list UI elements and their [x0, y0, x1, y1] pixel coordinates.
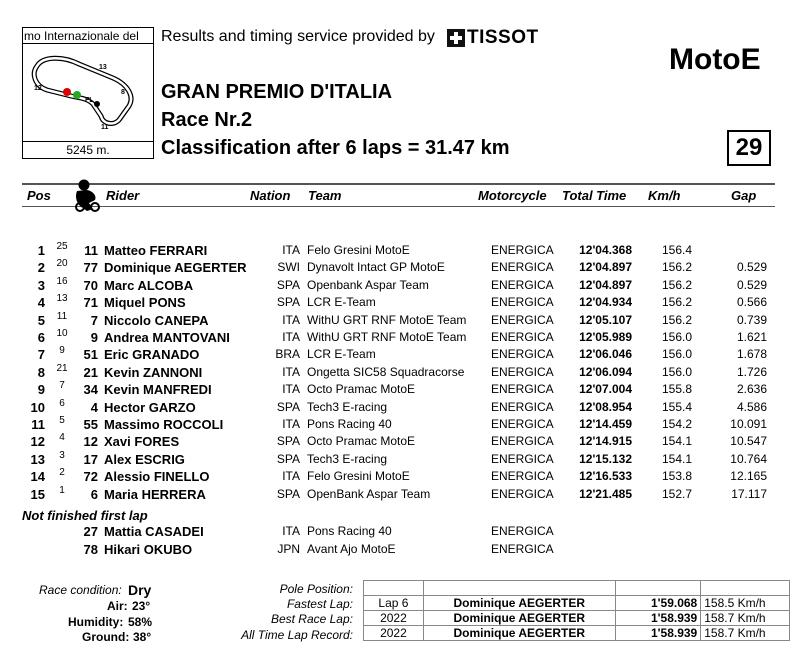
- all-time-record-row: [364, 626, 790, 641]
- circuit-length: 5245 m.: [22, 141, 154, 159]
- grid-position: 9: [59, 345, 65, 357]
- rider-number: 78: [83, 541, 98, 557]
- nation: SPA: [276, 434, 300, 449]
- nation: SPA: [276, 277, 300, 292]
- total-time: 12'08.954: [579, 399, 632, 414]
- best-race-lap-speed: 158.7 Km/h: [701, 611, 790, 626]
- nation: ITA: [282, 312, 300, 327]
- team-name: Pons Racing 40: [307, 417, 392, 431]
- nation: BRA: [275, 347, 300, 362]
- nation: ITA: [282, 524, 300, 538]
- team-name: WithU GRT RNF MotoE Team: [307, 330, 467, 344]
- map-finish-label: FL: [85, 97, 94, 104]
- rider-number: 27: [83, 524, 98, 539]
- track-layout-icon: [23, 44, 153, 141]
- nation: ITA: [282, 330, 300, 344]
- rider-name: Mattia CASADEI: [104, 524, 204, 539]
- total-time: 12'06.046: [579, 347, 632, 362]
- table-row: [0, 260, 790, 277]
- rider-name: Hector GARZO: [104, 399, 196, 415]
- rider-name: Alessio FINELLO: [104, 469, 210, 485]
- rider-name: Eric GRANADO: [104, 347, 200, 363]
- grid-position: 10: [56, 328, 68, 339]
- fastest-lap-ref: Lap 6: [364, 596, 424, 611]
- col-rider: Rider: [106, 188, 140, 203]
- nation: SWI: [277, 260, 300, 275]
- position: 9: [37, 382, 45, 398]
- col-kmh: Km/h: [648, 188, 681, 203]
- team-name: Felo Gresini MotoE: [307, 243, 410, 257]
- rider-name: Kevin MANFREDI: [104, 382, 212, 398]
- team-name: Avant Ajo MotoE: [307, 541, 396, 556]
- rider-number: 12: [83, 434, 98, 450]
- nation: JPN: [277, 541, 300, 556]
- table-row: [0, 382, 790, 399]
- average-speed: 154.2: [661, 417, 692, 431]
- ground-value: 38°: [133, 630, 152, 644]
- motorcycle: ENERGICA: [491, 382, 554, 397]
- average-speed: 155.4: [661, 399, 692, 414]
- position: 1: [37, 243, 45, 258]
- motorcycle: ENERGICA: [491, 451, 554, 466]
- rider-number: 55: [83, 417, 98, 432]
- total-time: 12'04.897: [579, 277, 632, 292]
- average-speed: 156.2: [661, 277, 692, 292]
- category-title: MotoE: [669, 43, 761, 76]
- position: 15: [30, 486, 45, 502]
- table-row: [0, 295, 790, 312]
- col-pos: Pos: [27, 188, 51, 203]
- header-divider: [22, 206, 775, 207]
- provider-text: Results and timing service provided by: [161, 28, 435, 45]
- fastest-lap-label: Fastest Lap:: [286, 597, 353, 611]
- total-time: 12'04.934: [579, 295, 632, 310]
- pole-position-label: Pole Position:: [279, 582, 353, 596]
- rider-number: 4: [90, 399, 98, 415]
- rider-name: Miquel PONS: [104, 295, 186, 311]
- motorcycle: ENERGICA: [491, 347, 554, 362]
- map-turn-label: 11: [101, 124, 109, 131]
- total-time: 12'15.132: [579, 451, 632, 466]
- grid-position: 11: [56, 310, 68, 322]
- nation: ITA: [282, 382, 300, 397]
- nation: SPA: [276, 295, 300, 310]
- best-race-lap-time: 1'58.939: [615, 611, 701, 626]
- page-number: 29: [727, 130, 771, 166]
- rider-name: Xavi FORES: [104, 434, 180, 450]
- position: 12: [30, 434, 45, 450]
- col-nation: Nation: [250, 188, 291, 203]
- map-turn-label: 13: [99, 64, 107, 71]
- event-title: GRAN PREMIO D'ITALIA: [161, 81, 393, 103]
- col-motorcycle: Motorcycle: [478, 188, 547, 203]
- rider-number: 7: [90, 312, 98, 328]
- average-speed: 156.2: [661, 295, 692, 310]
- rider-name: Marc ALCOBA: [104, 277, 194, 293]
- motorcycle: ENERGICA: [491, 243, 554, 257]
- table-row: [0, 524, 790, 541]
- table-row: [0, 484, 790, 504]
- rider-number: 9: [90, 330, 98, 345]
- air-label: Air:: [107, 599, 128, 613]
- motorcycle: ENERGICA: [491, 486, 554, 501]
- gap: 0.529: [736, 277, 767, 292]
- motorcycle: ENERGICA: [491, 417, 554, 431]
- gap: 1.678: [736, 347, 767, 362]
- grid-position: 13: [56, 293, 68, 305]
- grid-position: 4: [59, 432, 65, 444]
- average-speed: 155.8: [661, 382, 692, 397]
- nation: ITA: [282, 417, 300, 431]
- humidity-value: 58%: [128, 615, 153, 629]
- all-time-record-label: All Time Lap Record:: [241, 628, 353, 642]
- average-speed: 152.7: [661, 486, 692, 501]
- team-name: Ongetta SIC58 Squadracorse: [307, 364, 465, 379]
- motorcycle: ENERGICA: [491, 260, 554, 275]
- fastest-lap-speed: 158.5 Km/h: [701, 596, 790, 611]
- best-race-lap-ref: 2022: [364, 611, 424, 626]
- gap: 1.726: [736, 364, 767, 379]
- col-gap: Gap: [731, 188, 757, 203]
- team-name: Tech3 E-racing: [307, 399, 388, 414]
- average-speed: 156.2: [661, 312, 692, 327]
- grid-position: 3: [59, 449, 65, 461]
- table-row: [0, 347, 790, 364]
- fastest-lap-rider: Dominique AEGERTER: [423, 596, 615, 611]
- team-name: Tech3 E-racing: [307, 451, 388, 466]
- rider-number: 72: [83, 469, 98, 485]
- nation: SPA: [276, 451, 300, 466]
- gap: 10.547: [730, 434, 767, 449]
- position: 10: [30, 399, 45, 415]
- table-row: [0, 542, 790, 559]
- gap: 17.117: [731, 486, 767, 501]
- gap: 0.566: [736, 295, 767, 310]
- rider-number: 17: [83, 451, 98, 467]
- motorcycle: ENERGICA: [491, 330, 554, 344]
- total-time: 12'07.004: [579, 382, 632, 397]
- race-number: Race Nr.2: [161, 109, 253, 131]
- gap: 4.586: [736, 399, 767, 414]
- table-row: [0, 397, 790, 417]
- all-time-record-rider: Dominique AEGERTER: [423, 626, 615, 641]
- table-row: [0, 449, 790, 469]
- all-time-record-ref: 2022: [364, 626, 424, 641]
- average-speed: 156.0: [661, 347, 692, 362]
- team-name: Dynavolt Intact GP MotoE: [307, 260, 445, 275]
- total-time: 12'21.485: [579, 486, 632, 501]
- total-time: 12'04.897: [579, 260, 632, 275]
- fastest-lap-row: [364, 596, 790, 611]
- nation: SPA: [276, 399, 300, 414]
- motorcycle: ENERGICA: [491, 312, 554, 327]
- average-speed: 156.0: [661, 364, 692, 379]
- gap: 12.165: [730, 469, 767, 484]
- col-team: Team: [308, 188, 342, 203]
- map-turn-label: 8: [121, 89, 125, 96]
- table-row: [0, 330, 790, 347]
- rider-number: 11: [84, 243, 98, 258]
- grid-position: 6: [59, 397, 65, 409]
- average-speed: 156.4: [661, 243, 692, 257]
- motorcycle: ENERGICA: [491, 399, 554, 414]
- best-race-lap-row: [364, 611, 790, 626]
- gap: 1.621: [736, 330, 767, 344]
- average-speed: 154.1: [661, 451, 692, 466]
- team-name: LCR E-Team: [307, 295, 376, 310]
- rider-number: 34: [83, 382, 98, 398]
- grid-position: 1: [59, 484, 65, 496]
- motorbike-rider-icon: [71, 178, 101, 217]
- pole-row: [364, 581, 790, 596]
- table-row: [0, 362, 790, 382]
- gap: 0.739: [736, 312, 767, 327]
- gap: 10.091: [730, 417, 767, 431]
- position: 13: [30, 451, 45, 467]
- motorcycle: ENERGICA: [491, 541, 554, 556]
- position: 11: [31, 417, 45, 432]
- rider-number: 70: [83, 277, 98, 293]
- race-condition-value: Dry: [128, 582, 152, 598]
- average-speed: 156.2: [661, 260, 692, 275]
- position: 8: [37, 364, 45, 380]
- team-name: Pons Racing 40: [307, 524, 392, 538]
- rider-number: 21: [83, 364, 98, 380]
- race-condition-label: Race condition:: [39, 583, 122, 597]
- position: 6: [37, 330, 45, 345]
- fastest-lap-time: 1'59.068: [615, 596, 701, 611]
- motorcycle: ENERGICA: [491, 524, 554, 538]
- circuit-map: [22, 43, 154, 142]
- table-row: [0, 417, 790, 434]
- grid-position: 20: [56, 258, 68, 270]
- table-row: [0, 275, 790, 295]
- average-speed: 156.0: [661, 330, 692, 344]
- grid-position: 2: [59, 467, 65, 479]
- records-table: [363, 580, 790, 641]
- swiss-cross-icon: [447, 29, 465, 47]
- average-speed: 154.1: [661, 434, 692, 449]
- all-time-record-time: 1'58.939: [615, 626, 701, 641]
- motorcycle: ENERGICA: [491, 434, 554, 449]
- classification-title: Classification after 6 laps = 31.47 km: [161, 137, 510, 159]
- grid-position: 16: [56, 275, 68, 287]
- table-row: [0, 434, 790, 451]
- team-name: WithU GRT RNF MotoE Team: [307, 312, 467, 327]
- position: 7: [37, 347, 45, 363]
- not-finished-label: Not finished first lap: [22, 508, 148, 523]
- rider-name: Kevin ZANNONI: [104, 364, 203, 380]
- position: 4: [37, 295, 45, 311]
- nation: ITA: [282, 364, 300, 379]
- best-race-lap-rider: Dominique AEGERTER: [423, 611, 615, 626]
- grid-position: 7: [59, 380, 65, 392]
- nation: SPA: [276, 486, 300, 501]
- rider-name: Matteo FERRARI: [104, 243, 208, 258]
- rider-name: Hikari OKUBO: [104, 541, 193, 557]
- rider-number: 71: [83, 295, 98, 311]
- total-time: 12'06.094: [579, 364, 632, 379]
- rider-number: 77: [83, 260, 98, 276]
- sponsor-name: TISSOT: [467, 27, 539, 48]
- grid-position: 25: [56, 241, 68, 252]
- team-name: Felo Gresini MotoE: [307, 469, 410, 484]
- best-race-lap-label: Best Race Lap:: [270, 612, 353, 626]
- team-name: Openbank Aspar Team: [307, 277, 429, 292]
- team-name: Octo Pramac MotoE: [307, 382, 416, 397]
- nation: ITA: [282, 469, 300, 484]
- total-time: 12'05.107: [579, 312, 632, 327]
- air-value: 23°: [132, 599, 151, 613]
- team-name: LCR E-Team: [307, 347, 376, 362]
- table-row: [0, 243, 790, 260]
- position: 2: [37, 260, 45, 276]
- rider-name: Massimo ROCCOLI: [104, 417, 224, 432]
- average-speed: 153.8: [661, 469, 692, 484]
- rider-name: Maria HERRERA: [104, 486, 206, 502]
- rider-name: Andrea MANTOVANI: [104, 330, 230, 345]
- motorcycle: ENERGICA: [491, 295, 554, 310]
- position: 14: [30, 469, 45, 485]
- table-row: [0, 310, 790, 330]
- team-name: OpenBank Aspar Team: [307, 486, 431, 501]
- rider-number: 51: [83, 347, 98, 363]
- humidity-label: Humidity:: [68, 615, 124, 629]
- header-divider: [22, 183, 775, 185]
- col-total-time: Total Time: [562, 188, 627, 203]
- team-name: Octo Pramac MotoE: [307, 434, 416, 449]
- total-time: 12'14.915: [579, 434, 632, 449]
- grid-position: 5: [59, 415, 65, 426]
- gap: 0.529: [736, 260, 767, 275]
- position: 3: [37, 277, 45, 293]
- rider-name: Niccolo CANEPA: [104, 312, 209, 328]
- all-time-record-speed: 158.7 Km/h: [701, 626, 790, 641]
- motorcycle: ENERGICA: [491, 277, 554, 292]
- table-row: [0, 469, 790, 486]
- total-time: 12'05.989: [579, 330, 632, 344]
- total-time: 12'14.459: [579, 417, 632, 431]
- rider-name: Alex ESCRIG: [104, 451, 185, 467]
- rider-name: Dominique AEGERTER: [104, 260, 247, 276]
- map-turn-label: 12: [34, 85, 42, 92]
- grid-position: 21: [56, 362, 68, 374]
- gap: 10.764: [730, 451, 767, 466]
- rider-number: 6: [90, 486, 98, 502]
- ground-label: Ground:: [82, 630, 130, 644]
- motorcycle: ENERGICA: [491, 364, 554, 379]
- motorcycle: ENERGICA: [491, 469, 554, 484]
- position: 5: [37, 312, 45, 328]
- total-time: 12'04.368: [579, 243, 632, 257]
- nation: ITA: [282, 243, 300, 257]
- circuit-name: mo Internazionale del: [22, 27, 154, 45]
- total-time: 12'16.533: [579, 469, 632, 484]
- gap: 2.636: [736, 382, 767, 397]
